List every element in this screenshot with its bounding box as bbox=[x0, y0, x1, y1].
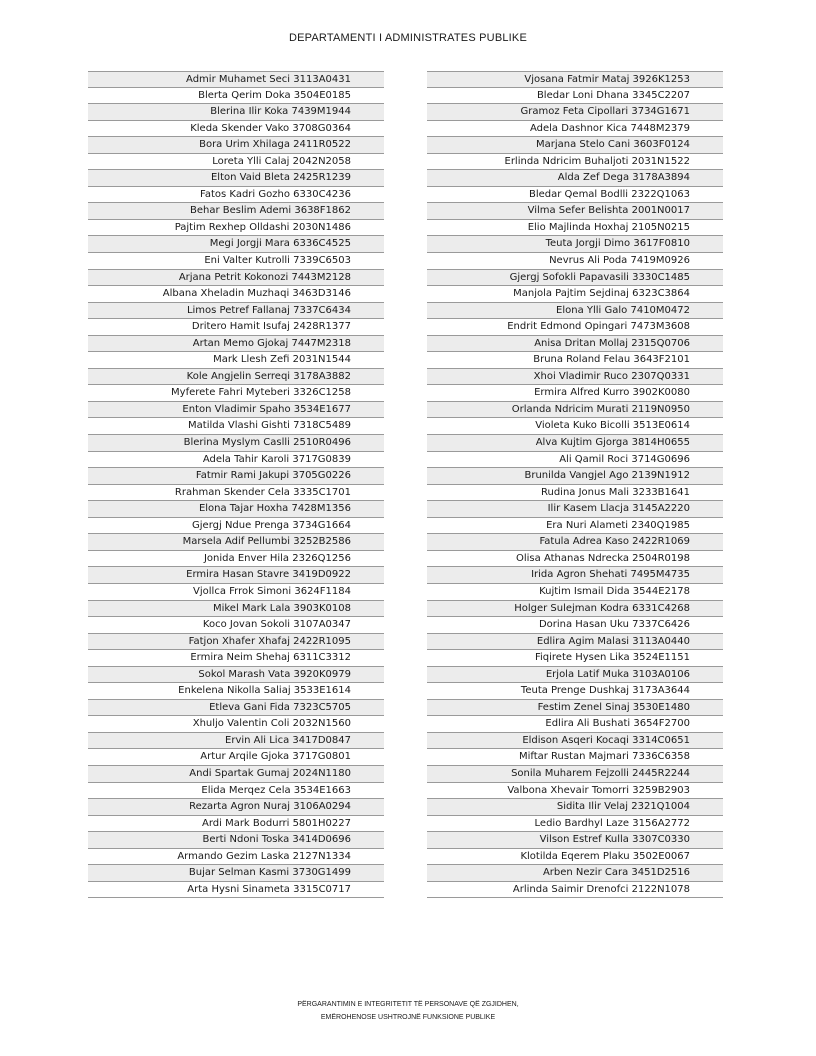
list-item: Teuta Jorgji Dimo 3617F0810 bbox=[427, 236, 723, 253]
footer-line-2: EMËROHENOSE USHTROJNË FUNKSIONE PUBLIKE bbox=[320, 1014, 496, 1021]
list-item: Orlanda Ndricim Murati 2119N0950 bbox=[427, 402, 723, 419]
list-item: Blerina Myslym Caslli 2510R0496 bbox=[88, 435, 384, 452]
list-item: Arlinda Saimir Drenofci 2122N1078 bbox=[427, 882, 723, 899]
list-item: Vjollca Frrok Simoni 3624F1184 bbox=[88, 584, 384, 601]
list-item: Blerta Qerim Doka 3504E0185 bbox=[88, 88, 384, 105]
list-item: Vilma Sefer Belishta 2001N0017 bbox=[427, 203, 723, 220]
list-item: Myferete Fahri Myteberi 3326C1258 bbox=[88, 385, 384, 402]
list-item: Klotilda Eqerem Plaku 3502E0067 bbox=[427, 849, 723, 866]
list-item: Blerina Ilir Koka 7439M1944 bbox=[88, 104, 384, 121]
list-item: Kleda Skender Vako 3708G0364 bbox=[88, 121, 384, 138]
list-item: Marjana Stelo Cani 3603F0124 bbox=[427, 137, 723, 154]
list-item: Bora Urim Xhilaga 2411R0522 bbox=[88, 137, 384, 154]
list-item: Era Nuri Alameti 2340Q1985 bbox=[427, 518, 723, 535]
list-item: Anisa Dritan Mollaj 2315Q0706 bbox=[427, 336, 723, 353]
list-item: Adela Tahir Karoli 3717G0839 bbox=[88, 452, 384, 469]
list-item: Kujtim Ismail Dida 3544E2178 bbox=[427, 584, 723, 601]
list-item: Fatos Kadri Gozho 6330C4236 bbox=[88, 187, 384, 204]
list-item: Rezarta Agron Nuraj 3106A0294 bbox=[88, 799, 384, 816]
list-item: Marsela Adif Pellumbi 3252B2586 bbox=[88, 534, 384, 551]
list-item: Fatmir Rami Jakupi 3705G0226 bbox=[88, 468, 384, 485]
list-item: Ermira Neim Shehaj 6311C3312 bbox=[88, 650, 384, 667]
list-item: Bujar Selman Kasmi 3730G1499 bbox=[88, 865, 384, 882]
list-item: Erjola Latif Muka 3103A0106 bbox=[427, 667, 723, 684]
list-item: Alda Zef Dega 3178A3894 bbox=[427, 170, 723, 187]
list-item: Ermira Hasan Stavre 3419D0922 bbox=[88, 567, 384, 584]
list-item: Sokol Marash Vata 3920K0979 bbox=[88, 667, 384, 684]
list-item: Xhuljo Valentin Coli 2032N1560 bbox=[88, 716, 384, 733]
list-item: Enton Vladimir Spaho 3534E1677 bbox=[88, 402, 384, 419]
list-item: Ardi Mark Bodurri 5801H0227 bbox=[88, 816, 384, 833]
list-item: Bruna Roland Felau 3643F2101 bbox=[427, 352, 723, 369]
list-item: Edlira Agim Malasi 3113A0440 bbox=[427, 634, 723, 651]
list-item: Eldison Asqeri Kocaqi 3314C0651 bbox=[427, 733, 723, 750]
footer bbox=[0, 998, 816, 1024]
list-item: Etleva Gani Fida 7323C5705 bbox=[88, 700, 384, 717]
list-item: Enkelena Nikolla Saliaj 3533E1614 bbox=[88, 683, 384, 700]
list-item: Armando Gezim Laska 2127N1334 bbox=[88, 849, 384, 866]
list-item: Artur Arqile Gjoka 3717G0801 bbox=[88, 749, 384, 766]
list-item: Jonida Enver Hila 2326Q1256 bbox=[88, 551, 384, 568]
list-item: Arjana Petrit Kokonozi 7443M2128 bbox=[88, 270, 384, 287]
list-item: Loreta Ylli Calaj 2042N2058 bbox=[88, 154, 384, 171]
list-item: Eni Valter Kutrolli 7339C6503 bbox=[88, 253, 384, 270]
list-item: Kole Angjelin Serreqi 3178A3882 bbox=[88, 369, 384, 386]
list-item: Fatjon Xhafer Xhafaj 2422R1095 bbox=[88, 634, 384, 651]
list-item: Koco Jovan Sokoli 3107A0347 bbox=[88, 617, 384, 634]
list-item: Megi Jorgji Mara 6336C4525 bbox=[88, 236, 384, 253]
list-item: Vjosana Fatmir Mataj 3926K1253 bbox=[427, 71, 723, 88]
list-item: Andi Spartak Gumaj 2024N1180 bbox=[88, 766, 384, 783]
list-item: Alva Kujtim Gjorga 3814H0655 bbox=[427, 435, 723, 452]
list-item: Festim Zenel Sinaj 3530E1480 bbox=[427, 700, 723, 717]
list-item: Sidita Ilir Velaj 2321Q1004 bbox=[427, 799, 723, 816]
list-item: Mikel Mark Lala 3903K0108 bbox=[88, 601, 384, 618]
list-item: Berti Ndoni Toska 3414D0696 bbox=[88, 832, 384, 849]
list-item: Adela Dashnor Kica 7448M2379 bbox=[427, 121, 723, 138]
list-item: Elona Tajar Hoxha 7428M1356 bbox=[88, 501, 384, 518]
list-item: Matilda Vlashi Gishti 7318C5489 bbox=[88, 418, 384, 435]
list-item: Ermira Alfred Kurro 3902K0080 bbox=[427, 385, 723, 402]
list-item: Pajtim Rexhep Olldashi 2030N1486 bbox=[88, 220, 384, 237]
list-item: Gjergj Sofokli Papavasili 3330C1485 bbox=[427, 270, 723, 287]
list-item: Bledar Qemal Bodlli 2322Q1063 bbox=[427, 187, 723, 204]
list-item: Limos Petref Fallanaj 7337C6434 bbox=[88, 303, 384, 320]
list-item: Mark Llesh Zefi 2031N1544 bbox=[88, 352, 384, 369]
list-item: Violeta Kuko Bicolli 3513E0614 bbox=[427, 418, 723, 435]
list-item: Valbona Xhevair Tomorri 3259B2903 bbox=[427, 783, 723, 800]
list-item: Olisa Athanas Ndrecka 2504R0198 bbox=[427, 551, 723, 568]
list-item: Gjergj Ndue Prenga 3734G1664 bbox=[88, 518, 384, 535]
list-item: Gramoz Feta Cipollari 3734G1671 bbox=[427, 104, 723, 121]
list-item: Dorina Hasan Uku 7337C6426 bbox=[427, 617, 723, 634]
footer-line-1: PËRGARANTIMIN E INTEGRITETIT TË PERSONAVE QË ZGJIDHEN, bbox=[297, 1001, 519, 1008]
list-item: Elona Ylli Galo 7410M0472 bbox=[427, 303, 723, 320]
list-item: Nevrus Ali Poda 7419M0926 bbox=[427, 253, 723, 270]
list-item: Ali Qamil Roci 3714G0696 bbox=[427, 452, 723, 469]
list-item: Fiqirete Hysen Lika 3524E1151 bbox=[427, 650, 723, 667]
list-item: Rrahman Skender Cela 3335C1701 bbox=[88, 485, 384, 502]
list-item: Dritero Hamit Isufaj 2428R1377 bbox=[88, 319, 384, 336]
list-item: Sonila Muharem Fejzolli 2445R2244 bbox=[427, 766, 723, 783]
list-item: Rudina Jonus Mali 3233B1641 bbox=[427, 485, 723, 502]
list-item: Holger Sulejman Kodra 6331C4268 bbox=[427, 601, 723, 618]
list-item: Arta Hysni Sinameta 3315C0717 bbox=[88, 882, 384, 899]
list-item: Xhoi Vladimir Ruco 2307Q0331 bbox=[427, 369, 723, 386]
list-item: Ervin Ali Lica 3417D0847 bbox=[88, 733, 384, 750]
list-item: Miftar Rustan Majmari 7336C6358 bbox=[427, 749, 723, 766]
list-item: Irida Agron Shehati 7495M4735 bbox=[427, 567, 723, 584]
list-item: Albana Xheladin Muzhaqi 3463D3146 bbox=[88, 286, 384, 303]
page-title: DEPARTAMENTI I ADMINISTRATES PUBLIKE bbox=[288, 32, 528, 44]
list-item: Edlira Ali Bushati 3654F2700 bbox=[427, 716, 723, 733]
left-name-list bbox=[88, 71, 384, 898]
right-name-list bbox=[427, 71, 723, 898]
list-item: Erlinda Ndricim Buhaljoti 2031N1522 bbox=[427, 154, 723, 171]
list-item: Ledio Bardhyl Laze 3156A2772 bbox=[427, 816, 723, 833]
list-item: Arben Nezir Cara 3451D2516 bbox=[427, 865, 723, 882]
list-item: Vilson Estref Kulla 3307C0330 bbox=[427, 832, 723, 849]
list-item: Brunilda Vangjel Ago 2139N1912 bbox=[427, 468, 723, 485]
list-item: Manjola Pajtim Sejdinaj 6323C3864 bbox=[427, 286, 723, 303]
list-item: Elida Merqez Cela 3534E1663 bbox=[88, 783, 384, 800]
list-item: Elton Vaid Bleta 2425R1239 bbox=[88, 170, 384, 187]
list-item: Bledar Loni Dhana 3345C2207 bbox=[427, 88, 723, 105]
list-item: Teuta Prenge Dushkaj 3173A3644 bbox=[427, 683, 723, 700]
list-item: Endrit Edmond Opingari 7473M3608 bbox=[427, 319, 723, 336]
list-item: Ilir Kasem Llacja 3145A2220 bbox=[427, 501, 723, 518]
list-item: Behar Beslim Ademi 3638F1862 bbox=[88, 203, 384, 220]
list-item: Fatula Adrea Kaso 2422R1069 bbox=[427, 534, 723, 551]
list-item: Admir Muhamet Seci 3113A0431 bbox=[88, 71, 384, 88]
list-item: Elio Majlinda Hoxhaj 2105N0215 bbox=[427, 220, 723, 237]
list-item: Artan Memo Gjokaj 7447M2318 bbox=[88, 336, 384, 353]
